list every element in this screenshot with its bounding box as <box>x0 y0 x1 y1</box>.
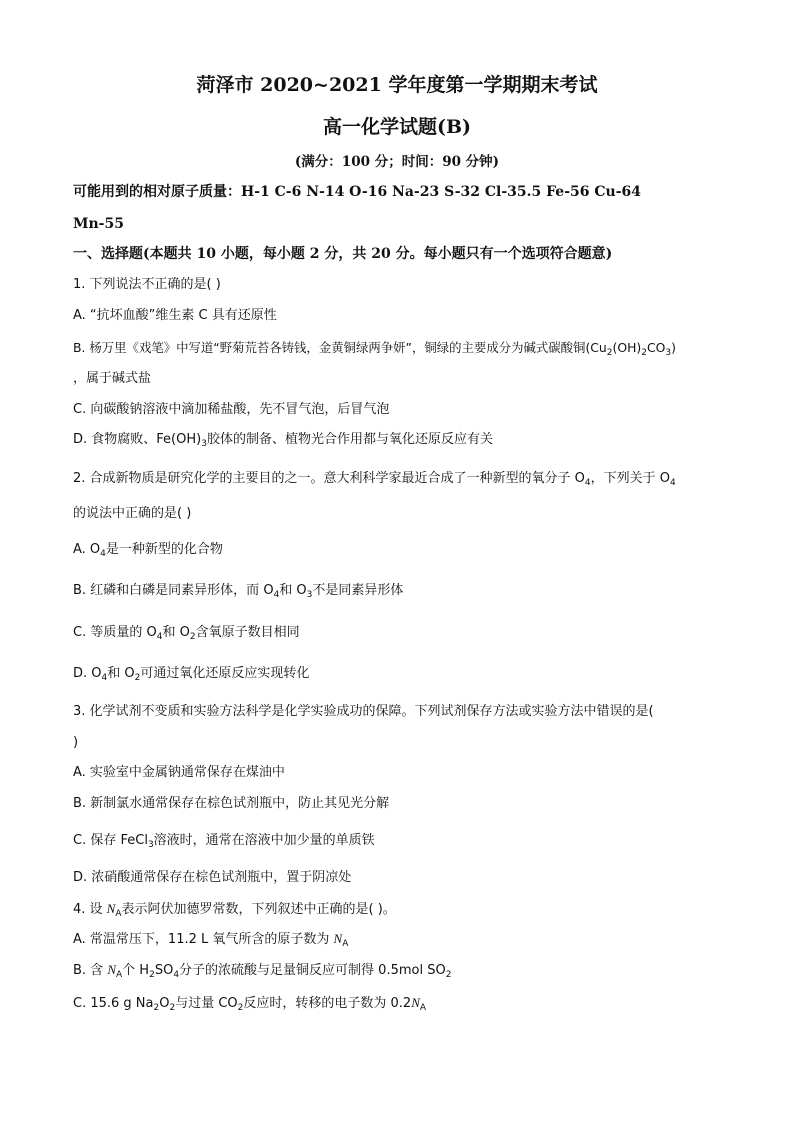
exam-title: 菏泽市 2020~2021 学年度第一学期期末考试 <box>196 74 598 96</box>
q1-option-b-cont: ，属于碱式盐 <box>73 371 152 386</box>
q1-option-b: B. 杨万里《戏笔》中写道“野菊荒苔各铸钱，金黄铜绿两争妍”，铜绿的主要成分为碱式碳酸铜$(Cu_2(OH)_2CO_3)$ <box>73 340 676 358</box>
exam-subtitle: 高一化学试题(B) <box>322 116 472 138</box>
q3-option-d: D. 浓硝酸通常保存在棕色试剂瓶中，置于阴凉处 <box>73 870 352 885</box>
q2-option-d: D. $O_4$和 $O_2$可通过氧化还原反应实现转化 <box>73 666 310 683</box>
section-heading: 一、选择题(本题共 10 小题，每小题 2 分，共 20 分。每小题只有一个选项符合题意) <box>73 246 613 262</box>
q4-option-c: C. 15.6 g $Na_2O_2$与过量 $CO_2$反应时，转移的电子数为 $0.2N_A$ <box>73 995 427 1013</box>
q3-stem-cont: ) <box>73 735 79 750</box>
q4-option-b: B. 含 $N_A$个 $H_2SO_4$分子的浓硫酸与足量铜反应可制得 0.5mol $SO_2$ <box>73 962 452 980</box>
exam-meta: (满分：100 分；时间：90 分钟) <box>294 154 500 170</box>
q1-option-c: C. 向碳酸钠溶液中滴加稀盐酸，先不冒气泡，后冒气泡 <box>73 402 390 417</box>
atomic-mass-line: 可能用到的相对原子质量：H-1 C-6 N-14 O-16 Na-23 S-32 Cl-35.5 Fe-56 Cu-64 <box>73 184 641 200</box>
q4-stem: 4. 设 $N_A$表示阿伏加德罗常数，下列叙述中正确的是( )。 <box>73 901 396 919</box>
q3-option-c: C. 保存 FeCl$_3$溶液时，通常在溶液中加少量的单质铁 <box>73 833 375 850</box>
q1-stem: 1. 下列说法不正确的是( ) <box>73 277 221 292</box>
q2-option-a: A. $O_4$是一种新型的化合物 <box>73 542 223 559</box>
q1-option-a: A. “抗坏血酸”维生素 C 具有还原性 <box>73 308 277 323</box>
q2-stem: 2. 合成新物质是研究化学的主要目的之一。意大利科学家最近合成了一种新型的氧分子 $O_4$，下列关于 $O_4$ <box>73 471 676 488</box>
atomic-mass-line-cont: Mn-55 <box>73 216 124 232</box>
q1-option-d: D. 食物腐败、$Fe(OH)_3$胶体的制备、植物光合作用都与氧化还原反应有关 <box>73 432 493 449</box>
q2-option-c: C. 等质量的 $O_4$和 $O_2$含氧原子数目相同 <box>73 625 300 642</box>
q2-stem-cont: 的说法中正确的是( ) <box>73 506 192 521</box>
q3-stem: 3. 化学试剂不变质和实验方法科学是化学实验成功的保障。下列试剂保存方法或实验方法中错误的是( <box>73 704 654 719</box>
q2-option-b: B. 红磷和白磷是同素异形体，而 $O_4$和 $O_3$不是同素异形体 <box>73 583 404 600</box>
q4-option-a: A. 常温常压下，11.2 L 氧气所含的原子数为 $N_A$ <box>73 931 349 949</box>
q3-option-b: B. 新制氯水通常保存在棕色试剂瓶中，防止其见光分解 <box>73 796 390 811</box>
q3-option-a: A. 实验室中金属钠通常保存在煤油中 <box>73 765 285 780</box>
